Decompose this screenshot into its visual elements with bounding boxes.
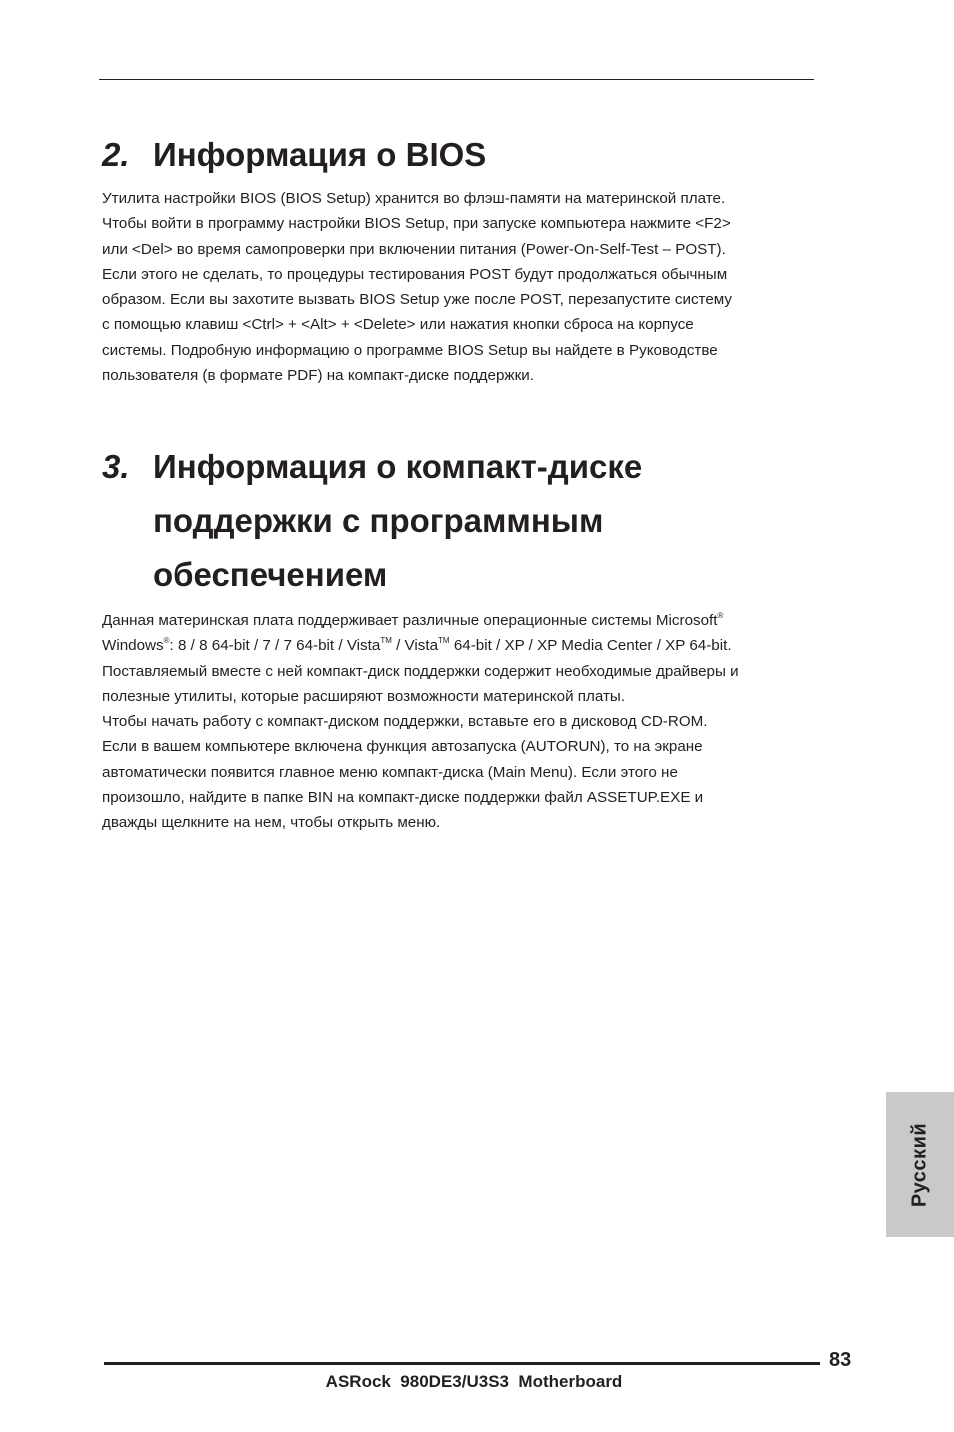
- text-segment: / Vista: [391, 637, 439, 655]
- text-line: образом. Если вы захотите вызвать BIOS Setup уже после POST, перезапустите систему: [102, 291, 732, 309]
- text-line: пользователя (в формате PDF) на компакт-диске поддержки.: [102, 367, 534, 385]
- section-2-title: Информация о BIOS: [153, 136, 487, 173]
- text-line: Утилита настройки BIOS (BIOS Setup) хранится во флэш-памяти на материнской плате.: [102, 190, 726, 207]
- section-3-title-line: обеспечением: [153, 556, 388, 593]
- section-3-title-line: поддержки с программным: [153, 502, 604, 539]
- section-2-number: 2.: [102, 136, 130, 173]
- text-line: Чтобы начать работу с компакт-диском поддержки, вставьте его в дисковод CD-ROM.: [102, 713, 708, 731]
- text-segment: Данная материнская плата поддерживает различные операционные системы Microsoft: [102, 612, 718, 629]
- footer-product-name: ASRock 980DE3/U3S3 Motherboard: [325, 1372, 623, 1391]
- registered-mark: ®: [717, 610, 724, 620]
- language-side-tab: [886, 1092, 954, 1237]
- section-3-heading: [102, 440, 814, 602]
- section-support-cd-info: [102, 440, 814, 836]
- registered-mark: ®: [163, 636, 170, 646]
- text-line: произошло, найдите в папке BIN на компакт-диске поддержки файл ASSETUP.EXE и: [102, 789, 704, 807]
- text-line: Поставляемый вместе с ней компакт-диск поддержки содержит необходимые драйверы и: [102, 662, 739, 680]
- text-line: Если в вашем компьютере включена функция автозапуска (AUTORUN), то на экране: [102, 738, 703, 756]
- language-tab-label: Русский: [908, 1122, 931, 1207]
- text-line: с помощью клавиш <Ctrl> + <Alt> + <Delete> или нажатия кнопки сброса на корпусе: [102, 316, 694, 334]
- section-3-number: 3.: [102, 448, 130, 485]
- text-line: или <Del> во время самопроверки при включении питания (Power-On-Self-Test – POST).: [102, 240, 726, 258]
- trademark-mark: TM: [438, 636, 450, 646]
- text-line: Чтобы войти в программу настройки BIOS Setup, при запуске компьютера нажмите <F2>: [102, 215, 731, 233]
- text-line: Если этого не сделать, то процедуры тестирования POST будут продолжаться обычным: [102, 265, 728, 283]
- text-line: [102, 608, 814, 633]
- section-2-paragraph: [102, 186, 814, 388]
- section-3-paragraph: [102, 608, 814, 836]
- trademark-mark: TM: [380, 636, 392, 646]
- text-segment: Windows: [102, 637, 164, 655]
- text-segment: 64-bit / XP / XP Media Center / XP 64-bit.: [449, 637, 732, 655]
- text-segment: : 8 / 8 64-bit / 7 / 7 64-bit / Vista: [169, 637, 381, 655]
- page-number: 83: [829, 1349, 852, 1371]
- text-line: полезные утилиты, которые расширяют возможности материнской платы.: [102, 687, 626, 705]
- text-line: системы. Подробную информацию о программе BIOS Setup вы найдете в Руководстве: [102, 341, 718, 359]
- top-divider: [99, 79, 814, 80]
- text-line: автоматически появится главное меню компакт-диска (Main Menu). Если этого не: [102, 763, 678, 781]
- text-line: дважды щелкните на нем, чтобы открыть меню.: [102, 814, 441, 832]
- footer-divider: [104, 1362, 820, 1365]
- section-2-heading: [102, 132, 814, 178]
- section-3-title-line: Информация о компакт-диске: [153, 448, 643, 485]
- section-bios-info: [102, 132, 814, 388]
- text-line: [102, 633, 814, 658]
